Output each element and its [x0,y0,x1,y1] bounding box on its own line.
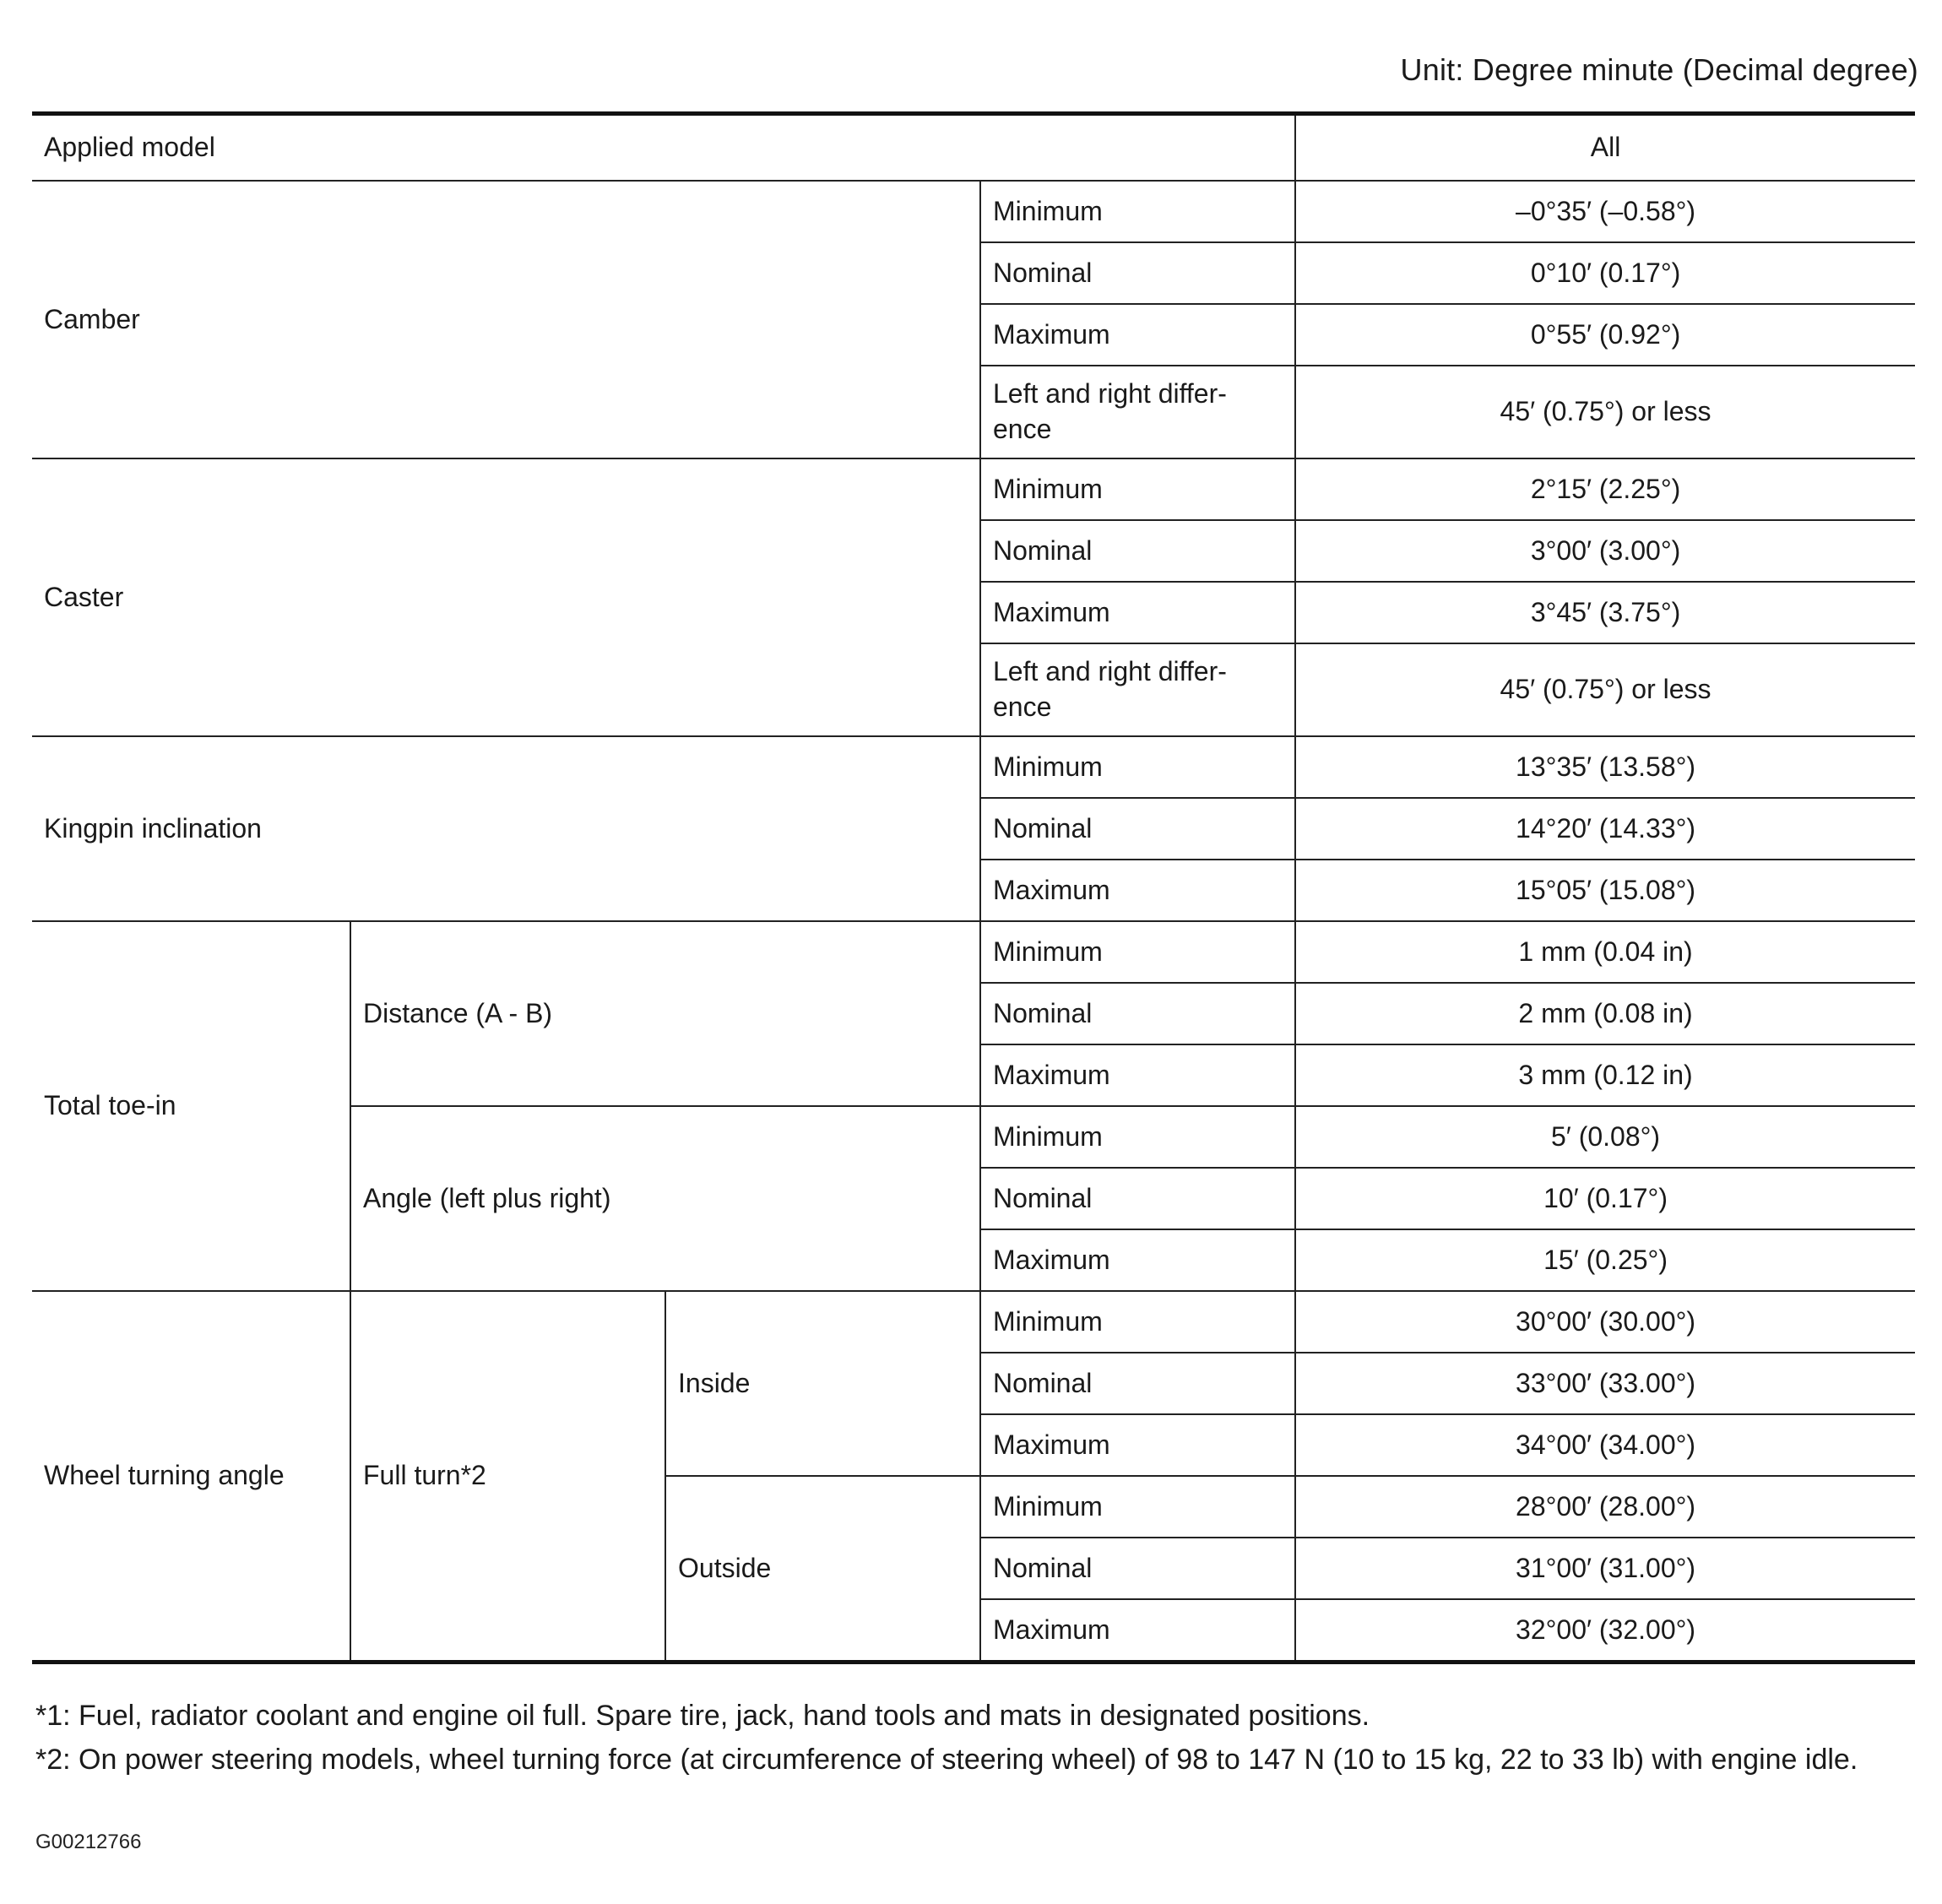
camber-maximum-value: 0°55′ (0.92°) [1295,304,1915,366]
footnote-2: *2: On power steering models, wheel turning force (at circumference of steering wheel) of 98 to 147 N (10 to 15 kg, 22 to 33 lb) with engine idle. [35,1744,1858,1777]
toe-distance-nominal-label: Nominal [980,983,1295,1044]
footnote-1: *1: Fuel, radiator coolant and engine oil full. Spare tire, jack, hand tools and mats in designated positions. [35,1700,1370,1732]
inside-maximum-value: 34°00′ (34.00°) [1295,1414,1915,1476]
caster-nominal-value: 3°00′ (3.00°) [1295,520,1915,582]
table-row [32,458,1915,520]
table-row [32,1291,1915,1353]
kingpin-label: Kingpin inclination [32,736,980,921]
table-row [32,736,1915,798]
table-row [32,181,1915,242]
caster-minimum-value: 2°15′ (2.25°) [1295,458,1915,520]
camber-nominal-label: Nominal [980,242,1295,304]
kingpin-nominal-value: 14°20′ (14.33°) [1295,798,1915,860]
caster-label: Caster [32,458,980,736]
kingpin-maximum-value: 15°05′ (15.08°) [1295,860,1915,921]
full-turn-label: Full turn*2 [350,1291,665,1663]
caster-difference-value: 45′ (0.75°) or less [1295,643,1915,736]
outside-nominal-value: 31°00′ (31.00°) [1295,1538,1915,1599]
toe-angle-nominal-label: Nominal [980,1168,1295,1229]
all-header: All [1295,114,1915,182]
toe-angle-minimum-label: Minimum [980,1106,1295,1168]
inside-nominal-value: 33°00′ (33.00°) [1295,1353,1915,1414]
camber-difference-value: 45′ (0.75°) or less [1295,366,1915,458]
outside-label: Outside [665,1476,980,1663]
toe-angle-nominal-value: 10′ (0.17°) [1295,1168,1915,1229]
outside-minimum-label: Minimum [980,1476,1295,1538]
outside-nominal-label: Nominal [980,1538,1295,1599]
caster-nominal-label: Nominal [980,520,1295,582]
camber-minimum-value: –0°35′ (–0.58°) [1295,181,1915,242]
toe-angle-maximum-label: Maximum [980,1229,1295,1291]
inside-nominal-label: Nominal [980,1353,1295,1414]
footnotes [35,1697,1918,1785]
inside-minimum-value: 30°00′ (30.00°) [1295,1291,1915,1353]
camber-label: Camber [32,181,980,458]
table-row [32,921,1915,983]
kingpin-minimum-value: 13°35′ (13.58°) [1295,736,1915,798]
camber-difference-label: Left and right differ-ence [980,366,1295,458]
outside-maximum-label: Maximum [980,1599,1295,1663]
toe-angle-maximum-value: 15′ (0.25°) [1295,1229,1915,1291]
caster-maximum-label: Maximum [980,582,1295,643]
camber-minimum-label: Minimum [980,181,1295,242]
caster-maximum-value: 3°45′ (3.75°) [1295,582,1915,643]
toe-distance-maximum-label: Maximum [980,1044,1295,1106]
inside-label: Inside [665,1291,980,1476]
toe-distance-minimum-label: Minimum [980,921,1295,983]
figure-id: G00212766 [35,1831,142,1853]
toe-distance-label: Distance (A - B) [350,921,980,1106]
kingpin-maximum-label: Maximum [980,860,1295,921]
outside-minimum-value: 28°00′ (28.00°) [1295,1476,1915,1538]
inside-maximum-label: Maximum [980,1414,1295,1476]
toe-in-label: Total toe-in [32,921,350,1291]
inside-minimum-label: Minimum [980,1291,1295,1353]
turning-angle-label: Wheel turning angle [32,1291,350,1663]
outside-maximum-value: 32°00′ (32.00°) [1295,1599,1915,1663]
alignment-spec-table [32,111,1915,1664]
camber-nominal-value: 0°10′ (0.17°) [1295,242,1915,304]
applied-model-header: Applied model [32,114,1295,182]
kingpin-minimum-label: Minimum [980,736,1295,798]
kingpin-nominal-label: Nominal [980,798,1295,860]
camber-maximum-label: Maximum [980,304,1295,366]
toe-distance-minimum-value: 1 mm (0.04 in) [1295,921,1915,983]
caster-difference-label: Left and right differ-ence [980,643,1295,736]
toe-distance-maximum-value: 3 mm (0.12 in) [1295,1044,1915,1106]
toe-distance-nominal-value: 2 mm (0.08 in) [1295,983,1915,1044]
toe-angle-label: Angle (left plus right) [350,1106,980,1291]
unit-note: Unit: Degree minute (Decimal degree) [1400,52,1918,87]
table-header-row [32,114,1915,182]
toe-angle-minimum-value: 5′ (0.08°) [1295,1106,1915,1168]
caster-minimum-label: Minimum [980,458,1295,520]
